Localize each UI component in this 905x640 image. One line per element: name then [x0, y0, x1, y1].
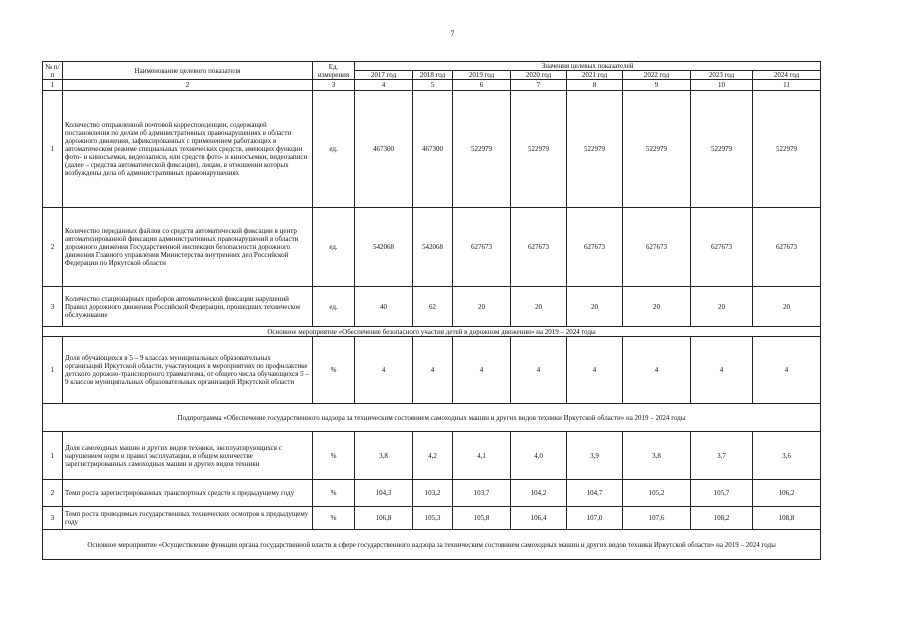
value-cell: 3,9 [567, 432, 623, 480]
header-year: 2019 год [453, 71, 511, 80]
column-number: 1 [43, 80, 63, 91]
header-values-title: Значения целевых показателей [355, 62, 821, 71]
column-number: 9 [623, 80, 691, 91]
value-cell: 105,3 [413, 507, 453, 530]
value-cell: 4 [567, 337, 623, 404]
row-num: 3 [43, 287, 63, 327]
table-row [43, 287, 821, 327]
indicators-table [42, 61, 821, 560]
row-num: 1 [43, 432, 63, 480]
value-cell: 107,0 [567, 507, 623, 530]
indicator-unit: ед. [313, 91, 355, 208]
value-cell: 20 [511, 287, 567, 327]
indicator-unit: ед. [313, 208, 355, 287]
indicator-unit: % [313, 337, 355, 404]
row-num: 2 [43, 208, 63, 287]
row-num: 2 [43, 480, 63, 507]
value-cell: 103,7 [453, 480, 511, 507]
section-row [43, 530, 821, 560]
value-cell: 3,7 [691, 432, 753, 480]
value-cell: 40 [355, 287, 413, 327]
value-cell: 106,8 [355, 507, 413, 530]
column-number: 7 [511, 80, 567, 91]
value-cell: 103,2 [413, 480, 453, 507]
column-number: 5 [413, 80, 453, 91]
value-cell: 4 [355, 337, 413, 404]
value-cell: 522979 [453, 91, 511, 208]
value-cell: 104,3 [355, 480, 413, 507]
table-row [43, 432, 821, 480]
value-cell: 4 [691, 337, 753, 404]
value-cell: 4 [511, 337, 567, 404]
header-year: 2020 год [511, 71, 567, 80]
table-row [43, 208, 821, 287]
value-cell: 522979 [511, 91, 567, 208]
column-number: 6 [453, 80, 511, 91]
column-number: 2 [63, 80, 313, 91]
value-cell: 627673 [567, 208, 623, 287]
value-cell: 105,2 [623, 480, 691, 507]
column-number: 10 [691, 80, 753, 91]
table-row [43, 507, 821, 530]
header-num: № п/п [43, 62, 63, 80]
header-year: 2018 год [413, 71, 453, 80]
value-cell: 542068 [355, 208, 413, 287]
value-cell: 627673 [691, 208, 753, 287]
value-cell: 3,8 [355, 432, 413, 480]
value-cell: 522979 [623, 91, 691, 208]
indicator-unit: ед. [313, 287, 355, 327]
value-cell: 4 [453, 337, 511, 404]
column-number: 8 [567, 80, 623, 91]
row-num: 3 [43, 507, 63, 530]
value-cell: 20 [753, 287, 821, 327]
indicator-name: Доля самоходных машин и других видов техники, эксплуатирующихся с нарушением норм и правил эксплуатации, в общем количестве зарегистрированных самоходных машин и других видов техники [63, 432, 313, 480]
value-cell: 4,0 [511, 432, 567, 480]
section-row [43, 327, 821, 337]
table-row [43, 337, 821, 404]
column-number: 3 [313, 80, 355, 91]
value-cell: 20 [453, 287, 511, 327]
column-number: 11 [753, 80, 821, 91]
value-cell: 627673 [453, 208, 511, 287]
indicator-unit: % [313, 480, 355, 507]
value-cell: 627673 [623, 208, 691, 287]
value-cell: 3,6 [753, 432, 821, 480]
column-number: 4 [355, 80, 413, 91]
value-cell: 106,2 [753, 480, 821, 507]
header-year: 2024 год [753, 71, 821, 80]
value-cell: 467300 [355, 91, 413, 208]
value-cell: 522979 [691, 91, 753, 208]
value-cell: 467300 [413, 91, 453, 208]
column-numbers-row [43, 80, 821, 91]
value-cell: 4 [413, 337, 453, 404]
indicator-name: Количество переданных файлов со средств автоматической фиксации в центр автоматизированной фиксации административных правонарушений в области дорожного движения Государственной инспекции безопасности дорожного движения Главного управления Министерства внутренних дел Российской Федерации по Иркутской области [63, 208, 313, 287]
header-year: 2023 год [691, 71, 753, 80]
value-cell: 108,2 [691, 507, 753, 530]
value-cell: 106,4 [511, 507, 567, 530]
value-cell: 20 [567, 287, 623, 327]
value-cell: 4,2 [413, 432, 453, 480]
header-unit: Ед. измерения [313, 62, 355, 80]
header-year: 2022 год [623, 71, 691, 80]
value-cell: 627673 [511, 208, 567, 287]
section-row [43, 404, 821, 432]
value-cell: 4,1 [453, 432, 511, 480]
header-year: 2017 год [355, 71, 413, 80]
value-cell: 107,6 [623, 507, 691, 530]
header-year: 2021 год [567, 71, 623, 80]
indicator-name: Количество отправленной почтовой корреспонденции, содержащей постановления по делам об административных правонарушениях в области дорожного движения, зафиксированных с применением работающих в автоматическом режиме специальных технических средств, имеющих функции фото- и киносъемки, видеозаписи, или средств фото- и киносъемки, видеозаписи (далее – средства автоматической фиксации), лицам, в отношении которых возбуждены дела об административных правонарушениях [63, 91, 313, 208]
indicator-name: Темп роста зарегистрированных транспортных средств к предыдущему году [63, 480, 313, 507]
value-cell: 522979 [567, 91, 623, 208]
value-cell: 3,8 [623, 432, 691, 480]
value-cell: 542068 [413, 208, 453, 287]
value-cell: 627673 [753, 208, 821, 287]
value-cell: 20 [623, 287, 691, 327]
value-cell: 104,7 [567, 480, 623, 507]
row-num: 1 [43, 91, 63, 208]
value-cell: 105,7 [691, 480, 753, 507]
indicator-name: Темп роста проводимых государственных технических осмотров к предыдущему году [63, 507, 313, 530]
value-cell: 105,8 [453, 507, 511, 530]
section-title: Подпрограмма «Обеспечение государственного надзора за техническим состоянием самоходных машин и других видов техники Иркутской области» на 2019 – 2024 годы [43, 404, 821, 432]
header-name: Наименование целевого показателя [63, 62, 313, 80]
indicator-unit: % [313, 507, 355, 530]
row-num: 1 [43, 337, 63, 404]
indicator-unit: % [313, 432, 355, 480]
table-row [43, 480, 821, 507]
indicator-name: Доля обучающихся в 5 – 9 классах муниципальных образовательных организаций Иркутской области, участвующих в мероприятиях по профилактике детского дорожно-транспортного травматизма, от общего числа обучающихся 5 – 9 классов муниципальных образовательных организаций Иркутской области [63, 337, 313, 404]
value-cell: 4 [753, 337, 821, 404]
indicator-name: Количество стационарных приборов автоматической фиксации нарушений Правил дорожного движения Российской Федерации, прошедших техническое обслуживание [63, 287, 313, 327]
section-title: Основное мероприятие «Обеспечение безопасного участия детей в дорожном движении» на 2019 – 2024 годы [43, 327, 821, 337]
value-cell: 62 [413, 287, 453, 327]
table-row [43, 91, 821, 208]
section-title: Основное мероприятие «Осуществление функции органа государственной власти в сфере государственного надзора за техническим состоянием самоходных машин и других видов техники Иркутской области» на 2019 – 2024 годы [43, 530, 821, 560]
value-cell: 108,8 [753, 507, 821, 530]
value-cell: 4 [623, 337, 691, 404]
page-number: 7 [450, 29, 455, 38]
value-cell: 20 [691, 287, 753, 327]
value-cell: 104,2 [511, 480, 567, 507]
value-cell: 522979 [753, 91, 821, 208]
